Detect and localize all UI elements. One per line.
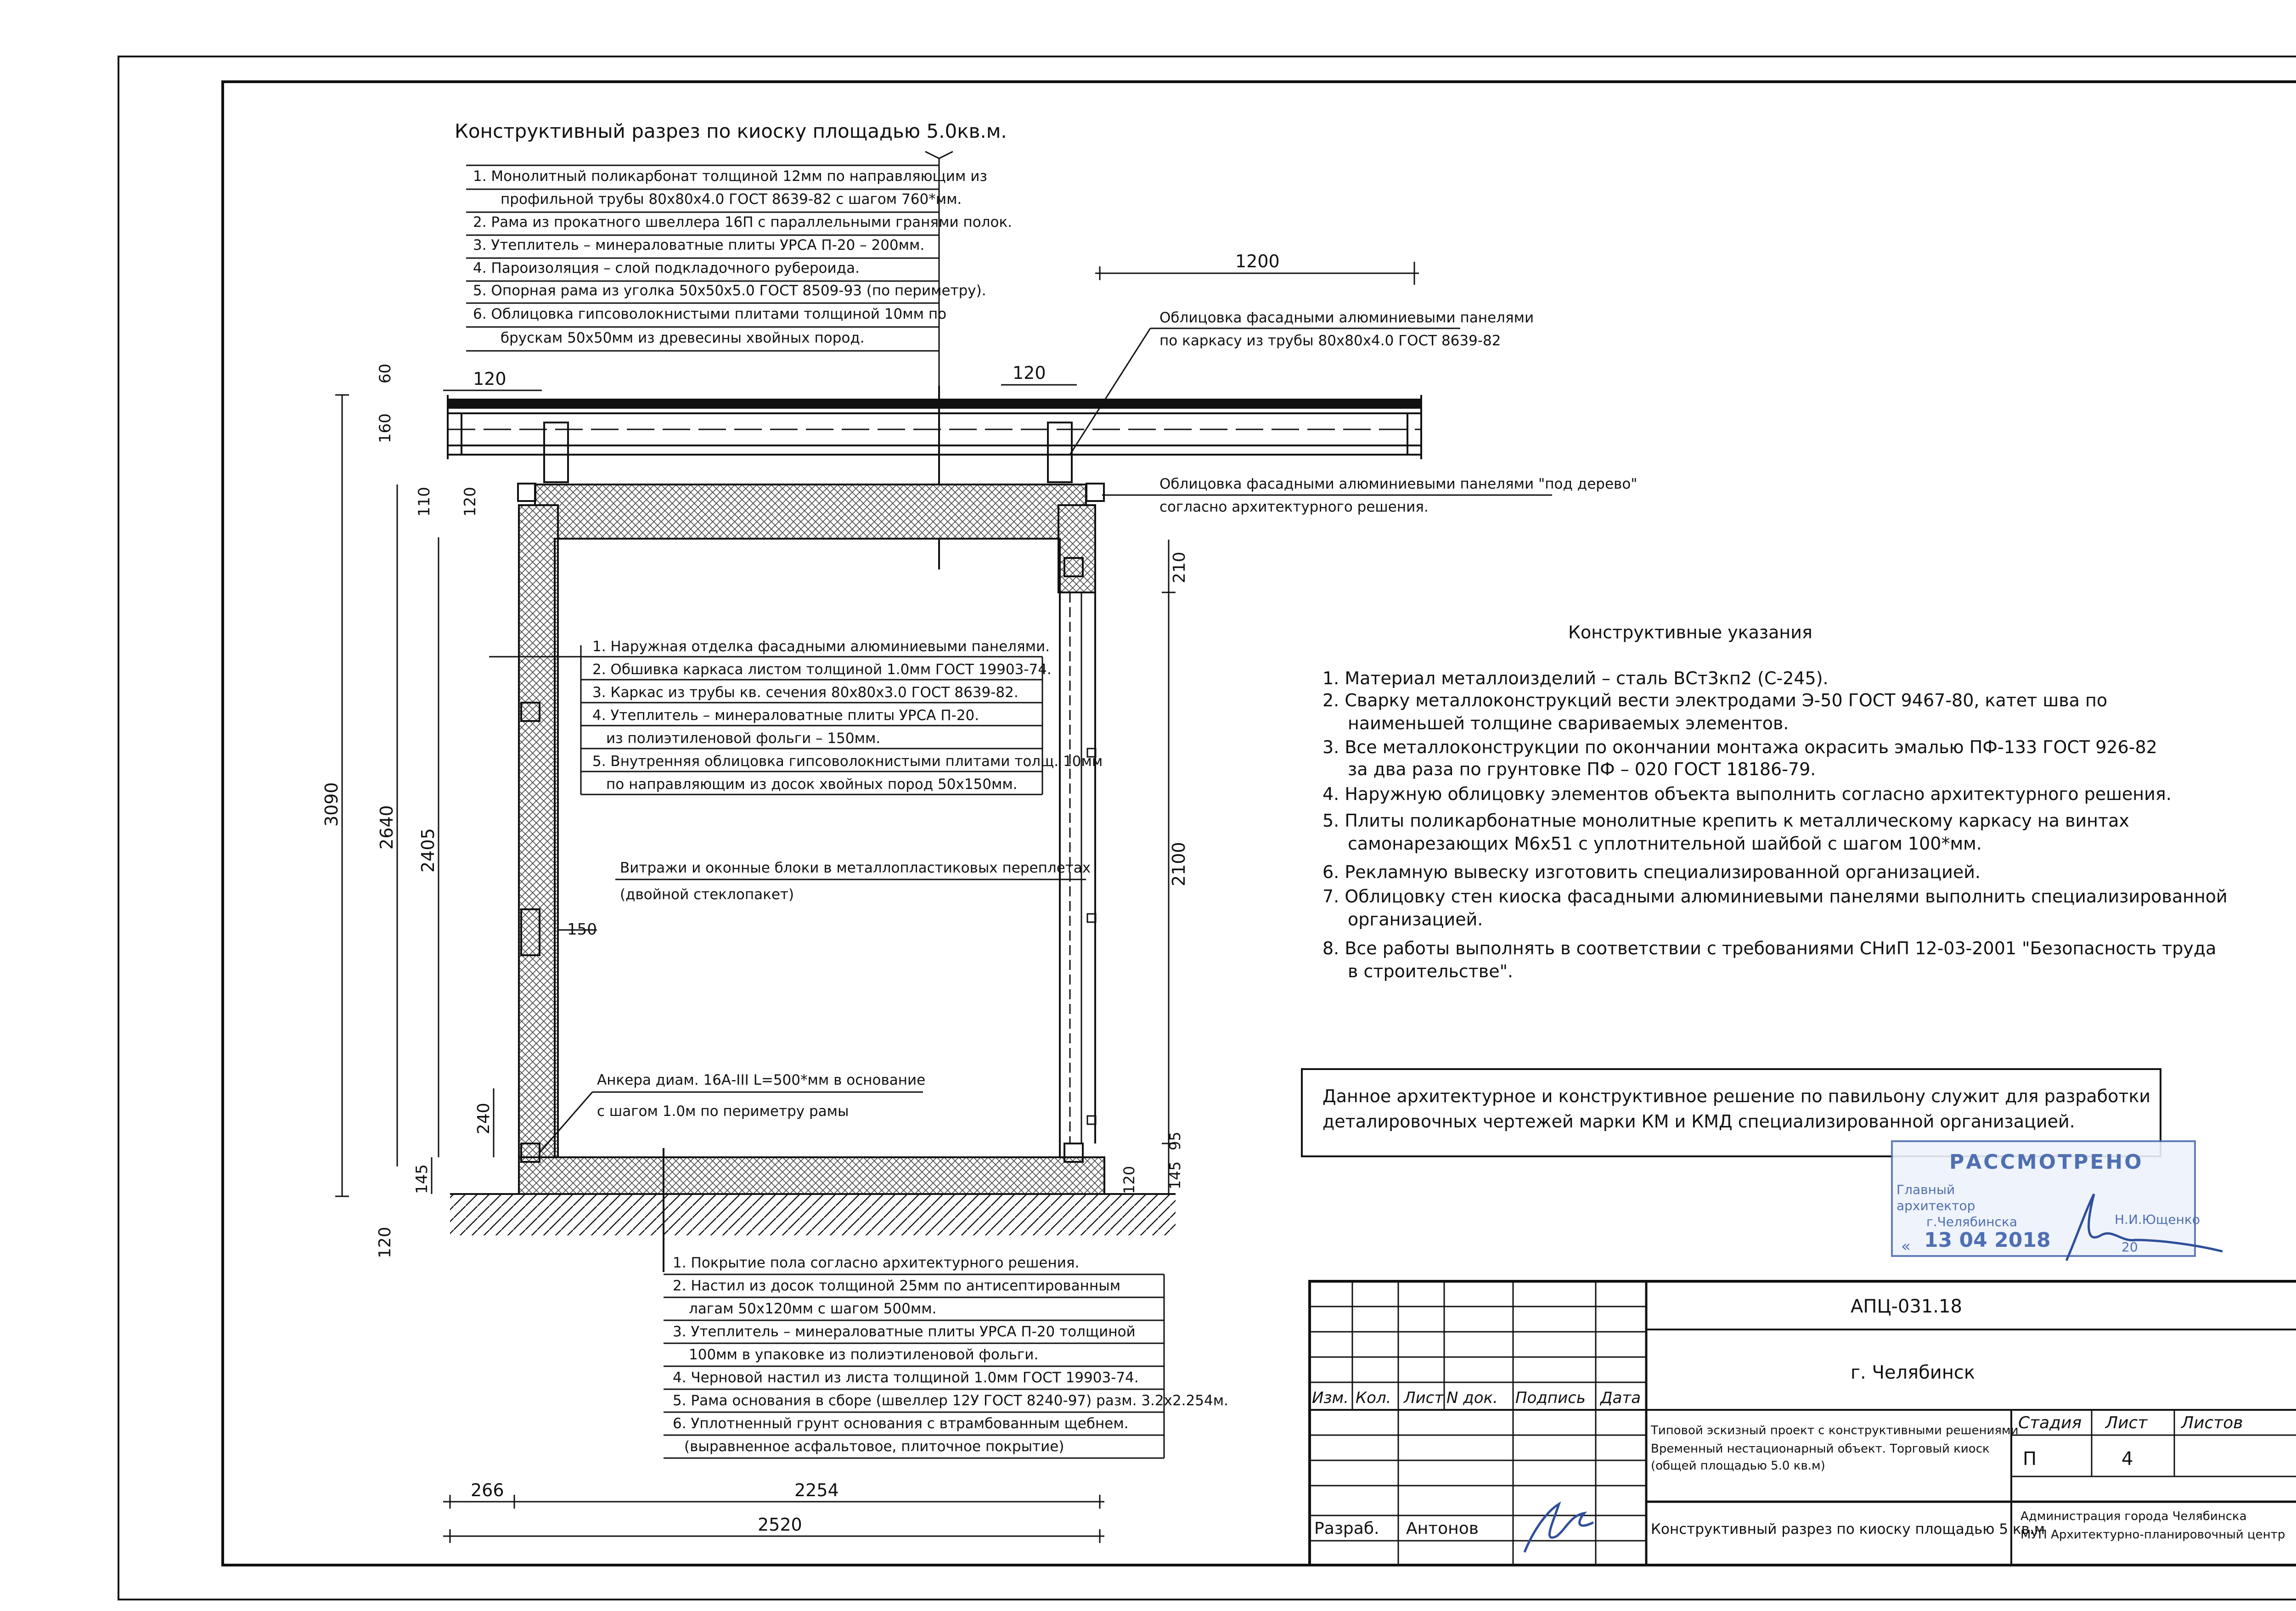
svg-text:8. Все работы выполнять в соо: 8. Все работы выполнять в соответствии с требованиями СНиП 12-03-2001 "Безопасность труда xyxy=(1322,938,2217,958)
stamp-title: РАССМОТРЕНО xyxy=(1949,1150,2144,1174)
svg-text:наименьшей толщине свариваемых: наименьшей толщине свариваемых элементов. xyxy=(1348,713,1789,733)
wall-note-5b: по направляющим из досок хвойных пород 50х150мм. xyxy=(606,776,1018,793)
wall-note-1: 1. Наружная отделка фасадными алюминиевыми панелями. xyxy=(592,638,1050,655)
wall-note-5: 5. Внутренняя облицовка гипсоволокнистыми плитами толщ. 10мм xyxy=(592,753,1103,770)
tb-dev-role: Разраб. xyxy=(1314,1519,1379,1538)
floor-note-3: 3. Утеплитель – минераловатные плиты УРСА П-20 толщиной xyxy=(673,1324,1136,1340)
tb-col-kol: Кол. xyxy=(1356,1389,1391,1407)
floor-note-5: 5. Рама основания в сборе (швеллер 12У ГОСТ 8240-97) разм. 3.2х2.254м. xyxy=(673,1392,1228,1409)
roof-note-6: 6. Облицовка гипсоволокнистыми плитами толщиной 10мм по xyxy=(473,306,947,322)
wall-notes xyxy=(489,638,1103,794)
floor-note-2: 2. Настил из досок толщиной 25мм по антисептированным xyxy=(673,1278,1121,1294)
kiosk-section xyxy=(450,484,1176,1272)
svg-text:110: 110 xyxy=(415,487,433,517)
floor-note-4: 4. Черновой настил из листа толщиной 1.0мм ГОСТ 19903-74. xyxy=(673,1369,1139,1386)
floor-note-2b: лагам 50х120мм с шагом 500мм. xyxy=(689,1301,937,1317)
callout-facade-alu xyxy=(1070,310,1534,455)
tb-col-list: Лист xyxy=(1404,1389,1444,1407)
svg-text:1. Материал металлоизделий –: 1. Материал металлоизделий – сталь ВСт3кп2 (С-245). xyxy=(1322,668,1829,688)
svg-text:20: 20 xyxy=(2122,1239,2138,1255)
svg-text:4. Наружную облицовку элемент: 4. Наружную облицовку элементов объекта выполнить согласно архитектурного решения. xyxy=(1322,784,2172,804)
svg-text:Облицовка фасадными алюминиевы: Облицовка фасадными алюминиевыми панелями xyxy=(1159,310,1534,326)
wall-note-4b: из полиэтиленовой фольги – 150мм. xyxy=(606,730,881,747)
tb-col-data: Дата xyxy=(1600,1389,1641,1407)
svg-text:210: 210 xyxy=(1170,552,1189,583)
svg-text:240: 240 xyxy=(474,1103,493,1134)
roof-note-6b: брускам 50х50мм из древесины хвойных пород. xyxy=(501,330,865,346)
title-block xyxy=(1310,1281,2296,1565)
svg-text:МУП Архитектурно-планировочный: МУП Архитектурно-планировочный центр xyxy=(2020,1528,2285,1542)
svg-text:«: « xyxy=(1901,1237,1911,1256)
tb-stage-label: Стадия xyxy=(2018,1414,2082,1432)
drawing-title: Конструктивный разрез по киоску площадью 5.0кв.м. xyxy=(455,120,1007,142)
wall-note-2: 2. Обшивка каркаса листом толщиной 1.0мм ГОСТ 19903-74. xyxy=(592,661,1052,678)
floor-note-6: 6. Уплотненный грунт основания с втрамбованным щебнем. xyxy=(673,1415,1129,1432)
floor-note-6b: (выравненное асфальтовое, плиточное покрытие) xyxy=(684,1438,1064,1455)
svg-text:деталировочных чертежей марки: деталировочных чертежей марки КМ и КМД специализированной организацией. xyxy=(1322,1111,2075,1132)
svg-text:7. Облицовку стен киоска фаса: 7. Облицовку стен киоска фасадными алюминиевыми панелями выполнить специализированной xyxy=(1322,886,2228,907)
svg-text:120: 120 xyxy=(376,1227,394,1258)
dimensions-right xyxy=(1120,540,1189,1194)
svg-text:Витражи и оконные блоки в мета: Витражи и оконные блоки в металлопластиковых переплетах xyxy=(620,860,1091,876)
roof-note-1b: профильной трубы 80х80х4.0 ГОСТ 8639-82 с шагом 760*мм. xyxy=(501,191,962,208)
svg-text:266: 266 xyxy=(471,1480,504,1500)
svg-text:Типовой эскизный проект с конс: Типовой эскизный проект с конструктивными решениями xyxy=(1651,1424,2019,1437)
svg-text:(общей площадью 5.0 кв.м): (общей площадью 5.0 кв.м) xyxy=(1651,1459,1825,1473)
roof-note-3: 3. Утеплитель – минераловатные плиты УРСА П-20 – 200мм. xyxy=(473,237,925,253)
svg-text:согласно архитектурного решени: согласно архитектурного решения. xyxy=(1159,499,1429,515)
svg-text:2520: 2520 xyxy=(758,1515,802,1535)
svg-text:3. Все металлоконструкции по: 3. Все металлоконструкции по окончании монтажа окрасить эмалью ПФ-133 ГОСТ 926-82 xyxy=(1322,737,2157,757)
floor-note-3b: 100мм в упаковке из полиэтиленовой фольги. xyxy=(689,1346,1039,1363)
svg-text:120: 120 xyxy=(1013,363,1046,383)
svg-text:2405: 2405 xyxy=(418,828,438,873)
instructions-heading: Конструктивные указания xyxy=(1568,622,1812,642)
svg-text:за два раза по грунтовке ПФ –: за два раза по грунтовке ПФ – 020 ГОСТ 18186-79. xyxy=(1348,759,1816,779)
floor-note-1: 1. Покрытие пола согласно архитектурного решения. xyxy=(673,1255,1080,1271)
svg-text:архитектор: архитектор xyxy=(1896,1198,1975,1213)
tb-col-ndoc: N док. xyxy=(1446,1389,1498,1407)
svg-text:6. Рекламную вывеску изготови: 6. Рекламную вывеску изготовить специализированной организацией. xyxy=(1322,862,1981,882)
svg-text:5. Плиты поликарбонатные моно: 5. Плиты поликарбонатные монолитные крепить к металлическому каркасу на винтах xyxy=(1322,811,2129,831)
approval-stamp xyxy=(1892,1141,2223,1261)
svg-text:Облицовка фасадными алюминиевы: Облицовка фасадными алюминиевыми панелями "под дерево" xyxy=(1159,476,1638,492)
svg-text:самонарезающих М6х51 с уплотни: самонарезающих М6х51 с уплотнительной шайбой с шагом 100*мм. xyxy=(1348,834,1982,854)
dimensions-bottom xyxy=(443,1480,1104,1543)
svg-text:Н.И.Ющенко: Н.И.Ющенко xyxy=(2115,1212,2200,1227)
tb-code: АПЦ-031.18 xyxy=(1851,1296,1962,1317)
svg-text:с шагом 1.0м по периметру рамы: с шагом 1.0м по периметру рамы xyxy=(597,1103,849,1120)
svg-text:Временный нестационарный объек: Временный нестационарный объект. Торговый киоск xyxy=(1651,1442,1990,1456)
tb-dev-signature xyxy=(1525,1504,1593,1552)
stamp-date: 13 04 2018 xyxy=(1924,1228,2051,1252)
callout-facade-wood xyxy=(1102,476,1638,515)
tb-dev-name: Антонов xyxy=(1406,1519,1479,1538)
callout-anchors xyxy=(540,1072,925,1153)
svg-text:г.Челябинска: г.Челябинска xyxy=(1926,1214,2018,1229)
wall-note-3: 3. Каркас из трубы кв. сечения 80х80х3.0 ГОСТ 8639-82. xyxy=(592,684,1019,701)
svg-text:3090: 3090 xyxy=(321,782,342,827)
svg-text:120: 120 xyxy=(461,487,479,517)
tb-sheet: 4 xyxy=(2122,1448,2133,1470)
svg-text:2640: 2640 xyxy=(377,805,397,850)
callout-glazing xyxy=(615,860,1091,903)
tb-col-izm: Изм. xyxy=(1312,1389,1349,1407)
tb-city: г. Челябинск xyxy=(1851,1362,1975,1383)
svg-text:120: 120 xyxy=(473,369,506,389)
tb-sheets-label: Листов xyxy=(2181,1414,2243,1432)
svg-text:Администрация города Челябинск: Администрация города Челябинска xyxy=(2020,1510,2247,1523)
svg-text:по каркасу из трубы 80х80х4.0: по каркасу из трубы 80х80х4.0 ГОСТ 8639-82 xyxy=(1159,332,1501,349)
svg-text:в строительстве".: в строительстве". xyxy=(1348,961,1514,981)
svg-text:2. Сварку металлоконструкций: 2. Сварку металлоконструкций вести электродами Э-50 ГОСТ 9467-80, катет шва по xyxy=(1322,690,2108,710)
construction-instructions xyxy=(1322,622,2228,981)
svg-text:160: 160 xyxy=(376,413,394,443)
roof-note-2: 2. Рама из прокатного швеллера 16П с параллельными гранями полок. xyxy=(473,214,1013,231)
wall-note-4: 4. Утеплитель – минераловатные плиты УРСА П-20. xyxy=(592,707,979,724)
svg-text:150: 150 xyxy=(567,920,597,939)
roof-note-4: 4. Пароизоляция – слой подкладочного рубероида. xyxy=(473,260,860,276)
tb-stage: П xyxy=(2023,1448,2037,1470)
tb-drawing-name: Конструктивный разрез по киоску площадью 5 кв.м xyxy=(1651,1521,2045,1538)
tb-col-podpis: Подпись xyxy=(1515,1389,1586,1407)
svg-text:145: 145 xyxy=(413,1164,431,1194)
svg-text:120: 120 xyxy=(1120,1166,1138,1194)
svg-text:2254: 2254 xyxy=(794,1480,839,1500)
tb-sheet-label: Лист xyxy=(2105,1414,2148,1432)
roof-note-5: 5. Опорная рама из уголка 50х50х5.0 ГОСТ 8509-93 (по периметру). xyxy=(473,282,986,299)
svg-text:организацией.: организацией. xyxy=(1348,909,1483,929)
svg-text:60: 60 xyxy=(376,363,394,383)
floor-notes xyxy=(664,1255,1228,1458)
svg-text:2100: 2100 xyxy=(1169,842,1189,886)
roof-note-1: 1. Монолитный поликарбонат толщиной 12мм по направляющим из xyxy=(473,168,987,185)
svg-text:95: 95 xyxy=(1166,1132,1184,1150)
svg-text:(двойной стеклопакет): (двойной стеклопакет) xyxy=(620,886,794,903)
svg-text:1200: 1200 xyxy=(1235,251,1280,271)
svg-text:Данное архитектурное и констру: Данное архитектурное и конструктивное решение по павильону служит для разработки xyxy=(1322,1086,2151,1106)
svg-text:145: 145 xyxy=(1166,1161,1184,1189)
svg-text:Главный: Главный xyxy=(1896,1182,1955,1197)
svg-text:Анкера диам. 16А-III L=500*мм: Анкера диам. 16А-III L=500*мм в основание xyxy=(597,1072,926,1088)
